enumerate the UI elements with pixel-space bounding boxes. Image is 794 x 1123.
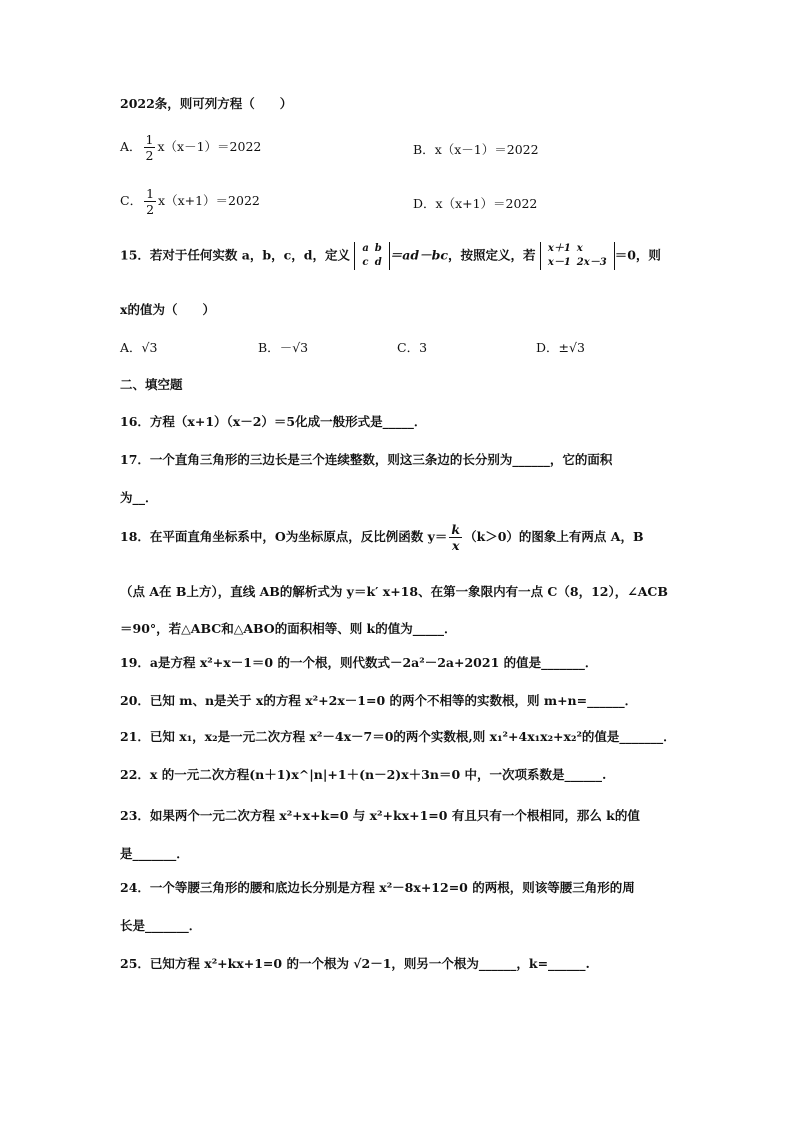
q24-line2: 长是_______．: [120, 918, 202, 933]
q14-option-b: B．x（x－1）＝2022: [413, 142, 539, 157]
q20: 20．已知 m、n是关于 x的方程 x²+2x－1=0 的两个不相等的实数根，则 m+n=______．: [120, 693, 638, 708]
q14-option-d: D．x（x+1）＝2022: [413, 196, 538, 211]
q24-line1: 24．一个等腰三角形的腰和底边长分别是方程 x²－8x+12=0 的两根，则该等腰三角形的周: [120, 880, 635, 895]
q16: 16．方程（x+1）（x－2）＝5化成一般形式是_____．: [120, 414, 427, 429]
q21: 21．已知 x₁，x₂是一元二次方程 x²－4x－7＝0的两个实数根,则 x₁²+4x₁x₂+x₂²的值是_______．: [120, 729, 676, 744]
q14-option-c: C． $\frac{1}{2}$ x（x+1）＝2022: [120, 186, 260, 217]
q23-line1: 23．如果两个一元二次方程 x²+x+k=0 与 x²+kx+1=0 有且只有一个根相同，那么 k的值: [120, 808, 640, 823]
q18-line3: ＝90°，若△ABC和△ABO的面积相等、则 k的值为_____．: [120, 621, 457, 636]
q22: 22．x 的一元二次方程(n＋1)x^|n|+1＋(n－2)x＋3n＝0 中，一次项系数是______.: [120, 767, 607, 782]
q17-line1: 17．一个直角三角形的三边长是三个连续整数，则这三条边的长分别为______，它的面积: [120, 452, 613, 467]
determinant-equation: x＋1 x x－1 2x－3: [540, 242, 615, 270]
q23-line2: 是_______．: [120, 846, 189, 861]
q15-stem: 15．若对于任何实数 a，b，c，d，定义 a b c d ＝ad－bc，按照定义，若 x＋1 x x－1 2x－3 ＝0，则: [120, 243, 661, 268]
q19: 19．a是方程 x²+x－1＝0 的一个根，则代数式－2a²－2a+2021 的值是_______．: [120, 655, 598, 670]
q18-line2: （点 A在 B上方），直线 AB的解析式为 y＝k′ x+18、在第一象限内有一点 C（8，12），∠ACB: [120, 584, 668, 599]
q14-option-a: A． $\frac{1}{2}$ x（x－1）＝2022: [120, 132, 262, 163]
q25: 25．已知方程 x²+kx+1=0 的一个根为 √2－1，则另一个根为______，k=______.: [120, 956, 590, 971]
q15-line2: x的值为（ ）: [120, 302, 215, 317]
determinant-definition: a b c d: [354, 242, 389, 270]
q15-option-c: C．3: [397, 340, 428, 355]
section-title: 二、填空题: [120, 377, 183, 392]
q17-line2: 为__．: [120, 490, 158, 505]
q14-tail: 2022条，则可列方程（ ）: [120, 96, 293, 111]
q18-line1: 18．在平面直角坐标系中，O为坐标原点，反比例函数 y＝ $\frac{k}{x}$ （k＞0）的图象上有两点 A，B: [120, 522, 644, 553]
q15-option-d: D．±√3: [536, 340, 585, 355]
q15-option-a: A．√3: [120, 340, 158, 355]
q15-option-b: B．－√3: [258, 340, 309, 355]
